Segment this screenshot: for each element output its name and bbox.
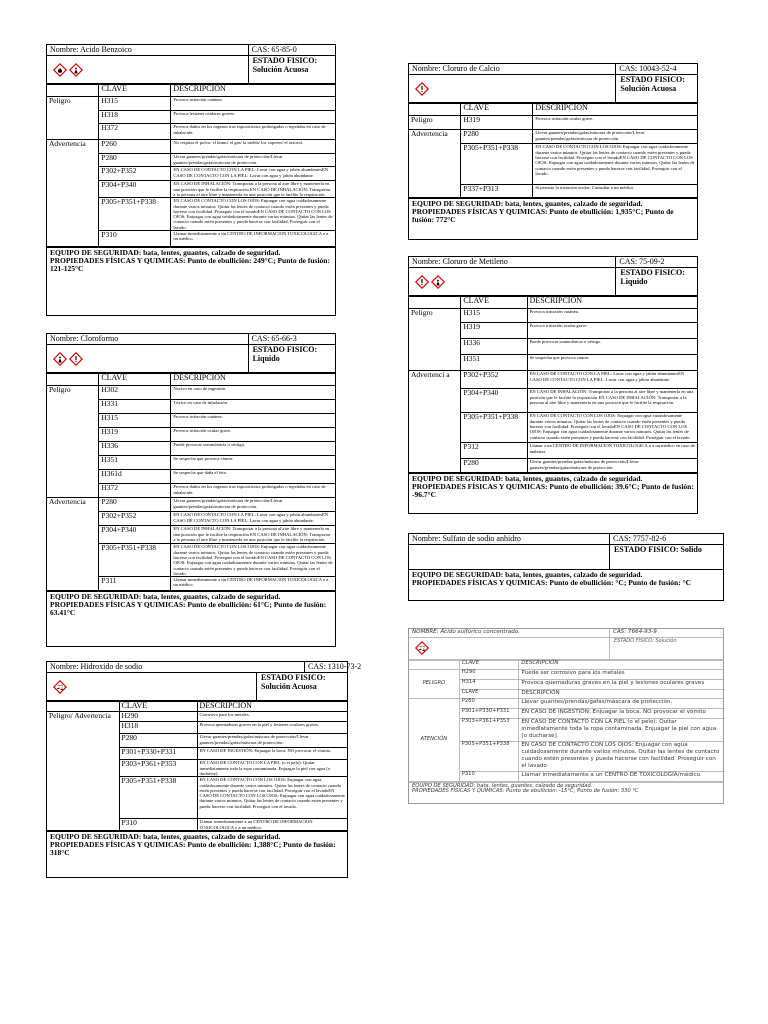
hazard-code: P301+P330+P331 <box>119 748 197 760</box>
pictogram-row <box>409 268 697 296</box>
hazard-code: H351 <box>461 355 527 371</box>
hazard-description: Provoca irritación cutánea. <box>527 309 697 323</box>
chemical-name: Nombre: Cloroformo <box>47 334 249 344</box>
physical-properties: PROPIEDADES FÍSICAS Y QUIMICAS: Punto de ebullición: 61°C; Punto de fusión: 63.41°C <box>50 599 327 617</box>
chemical-name: Nombre: Sulfato de sodio anhidro <box>409 534 610 544</box>
exclamation-icon <box>415 82 429 96</box>
card-acido-sulfurico <box>408 628 724 804</box>
card-header <box>409 534 723 545</box>
table-header-row <box>47 85 335 97</box>
hazard-description: EN CASO DE CONTACTO CON LOS OJOS: Enjuagar con agua cuidadosamente durante varios minutos. Quitar las lentes de contacto cuando estén presentes y pueda hacerse con facilidad. Proseguir con el lavadoEN CASO DE CONTACTO CON LOS OJOS: Enjuagar con agua cuidadosamente durante varios minutos. Quitar las lentes de contacto cuando estén presentes y pueda hacerse con facilidad. Proseguir con el lavado. <box>527 413 697 443</box>
corrosion-icon <box>415 641 429 655</box>
flame-icon <box>53 63 67 77</box>
hazard-description: EN CASO DE INGESTIÓN: Enjuagar la boca. NO provocar el vómito. <box>197 748 347 760</box>
hazard-description: Puede provocar somnolencia o vértigo. <box>527 339 697 355</box>
hazard-code: P304+P340 <box>99 181 171 198</box>
hazard-description: Provoca irritación cutánea. <box>171 414 335 428</box>
level-header <box>409 660 459 669</box>
code-header: CLAVE <box>461 104 533 116</box>
hazard-description: Provoca irritación ocular grave. <box>533 116 697 130</box>
table-row <box>409 309 697 323</box>
cas-number: CAS: 65-66-3 <box>251 334 297 343</box>
hazard-code: P280 <box>99 154 171 167</box>
card-header <box>47 45 335 56</box>
physical-properties: PROPIEDADES FÍSICAS Y QUIMICAS: Punto de ebullición: °C; Punto de fusión: °C <box>412 578 692 588</box>
physical-state: ESTADO FISICO: Solución Acuosa <box>620 75 685 94</box>
physical-state: ESTADO FISICO: Solido <box>613 545 702 555</box>
hazard-code: P337+P313 <box>461 185 533 198</box>
card-footer <box>409 198 697 225</box>
pictograms <box>409 638 610 659</box>
hazard-level: Peligro <box>409 116 461 130</box>
card-header <box>409 257 697 268</box>
pictograms <box>47 345 249 372</box>
chemical-name: Nombre: Cloruro de Calcio <box>409 64 616 74</box>
code-header: CLAVE <box>461 297 527 309</box>
table-row <box>47 140 335 154</box>
hazard-code: P312 <box>461 443 527 459</box>
hazard-code: H336 <box>99 442 171 456</box>
hazard-code: P305+P351+P338 <box>461 144 533 185</box>
hazard-level: Peligro <box>47 97 99 140</box>
pictogram-row <box>409 75 697 103</box>
hazard-description: Llevar guantes/prendas/gafas/máscara de protección/Llevar guantes/prendas/gafas/máscara de protección. <box>197 734 347 748</box>
table-row <box>409 371 697 389</box>
hazard-description: Llevar guantes/prendas/gafas/máscara de protección/Llevar guantes/prendas/gafas/máscara de protección. <box>171 154 335 167</box>
card-cloruro-de-calcio <box>408 63 698 240</box>
hazard-description: Corrosivo para los metales. <box>197 712 347 722</box>
hazard-code: H336 <box>461 339 527 355</box>
hazard-description: Puede ser corrosivo para los metales <box>519 669 723 679</box>
hazard-level: Advertencia <box>47 498 99 591</box>
hazard-code: P305+P351+P338 <box>99 544 171 577</box>
hazard-code: H315 <box>99 414 171 428</box>
card-header <box>409 64 697 75</box>
table-header-row <box>409 104 697 116</box>
hazard-code: H361d <box>99 470 171 484</box>
table-row <box>47 97 335 111</box>
hazard-level: Peligro/ Advertencia <box>47 712 119 830</box>
hazard-level: Advertencia <box>47 140 99 247</box>
card-cloroformo <box>46 333 336 647</box>
description-header: DESCRIPCION <box>533 104 697 116</box>
hazard-description: Si persiste la irritación ocular: Consultar a un médico. <box>533 185 697 198</box>
table-header-row <box>47 374 335 386</box>
card-sulfato-de-sodio <box>408 533 724 601</box>
hazard-description: Llamar a un CENTRO DE INFORMACION TOXICOLOGICA o a un médico en caso de malestar. <box>527 443 697 459</box>
hazard-description: EN CASO DE INHALACIÓN: Transportar a la persona al aire libre y mantenerla en una posición que le facilite la respiración EN CASO DE INHALACIÓN: Transportar a la persona al aire libre y mantenerla en una posición que le facilite la respiración. <box>171 526 335 544</box>
hazard-table <box>409 296 697 473</box>
hazard-code: H372 <box>99 484 171 498</box>
hazard-code: P311 <box>99 577 171 591</box>
hazard-table <box>409 660 723 782</box>
table-row <box>409 698 723 708</box>
hazard-description: Nocivo en caso de ingestión. <box>171 386 335 400</box>
pictograms <box>47 56 249 83</box>
hazard-level: Peligro <box>409 309 461 371</box>
hazard-table <box>409 103 697 198</box>
safety-equipment: EQUIPO DE SEGURIDAD: bata, lentes, guantes, calzado de seguridad. <box>412 782 593 789</box>
description-header: DESCRIPCION <box>527 297 697 309</box>
physical-properties: PROPIEDADES FÍSICAS Y QUIMICAS: Punto de ebullición: 249°C; Punto de fusión: 121-125°C <box>50 255 330 273</box>
hazard-code: H314 <box>459 679 519 689</box>
code-header: CLAVE <box>119 702 197 712</box>
card-footer <box>409 782 723 796</box>
hazard-description: Provoca daños en los órganos tras exposiciones prolongadas o repetidas en caso de inhalación. <box>171 124 335 140</box>
hazard-level: Advertenci a <box>409 371 461 473</box>
hazard-code: H318 <box>119 722 197 734</box>
table-row <box>47 712 347 722</box>
hazard-code: P310 <box>119 819 197 831</box>
health-hazard-icon <box>431 275 445 289</box>
pictograms <box>409 75 616 102</box>
card-hidroxido-de-sodio <box>46 661 362 878</box>
physical-state: ESTADO FISICO: Solución <box>613 637 677 644</box>
pictograms <box>409 545 610 569</box>
level-header <box>47 702 119 712</box>
cas-number: CAS: 65-85-0 <box>251 45 297 54</box>
safety-equipment: EQUIPO DE SEGURIDAD: bata, lentes, guantes, calzado de seguridad. <box>412 570 643 580</box>
hazard-description: Llevar guantes/prendas/gafas/máscara de protección/Llevar guantes/prendas/gafas/máscara de protección. <box>171 498 335 512</box>
hazard-description: EN CASO DE CONTACTO CON LA PIEL (o el pelo): Quitar inmediatamente toda la ropa contaminada. Enjuagar la piel con agua [o ducharse]. <box>197 760 347 777</box>
hazard-description: Provoca quemaduras graves en la piel y lesiones oculares graves <box>519 679 723 689</box>
safety-equipment: EQUIPO DE SEGURIDAD: bata, lentes, guantes, calzado de seguridad. <box>50 831 281 841</box>
hazard-description: No respirar el polvo/ el humo/ el gas/ la niebla/ los vapores/ el aerosol. <box>171 140 335 154</box>
hazard-description: EN CASO DE CONTACTO CON LA PIEL: Lavar con agua y jabón abundantesEN CASO DE CONTACTO CON LA PIEL: Lavar con agua y jabón abundante. <box>171 167 335 181</box>
hazard-code: H319 <box>99 428 171 442</box>
hazard-level: PELIGRO <box>409 669 459 698</box>
card-footer <box>47 591 335 618</box>
hazard-description: Provoca irritación ocular grave. <box>171 428 335 442</box>
hazard-code: CLAVE <box>459 689 519 698</box>
hazard-code: H351 <box>99 456 171 470</box>
hazard-code: H319 <box>461 116 533 130</box>
physical-state: ESTADO FISICO: Solución Acuosa <box>252 56 318 75</box>
hazard-code: P280 <box>459 698 519 708</box>
cas-number: CAS: 7664-93-9 <box>612 629 657 635</box>
hazard-code: P280 <box>99 498 171 512</box>
physical-properties: PROPIEDADES FÍSICAS Y QUIMICAS: Punto de ebullición: 1,935°C; Punto de fusión: 772°C <box>412 207 674 225</box>
card-footer <box>47 831 347 858</box>
hazard-description: Provoca daños en los órganos tras exposiciones prolongadas o repetidas en caso de inhalación. <box>171 484 335 498</box>
chemical-name: NOMBRE: Ácido sulfúrico concentrado. <box>409 629 610 637</box>
hazard-description: EN CASO DE INHALACIÓN: Transportar a la persona al aire libre y mantenerla en una posición que le facilite la respiración EN CASO DE INHALACIÓN: Transportar a la persona al aire libre y mantenerla en una posición que le facilite la respiración. <box>171 181 335 198</box>
card-header <box>47 662 362 673</box>
physical-properties: PROPIEDADES FÍSICAS Y QUIMICAS: Punto de ebullición: 39.6°C; Punto de fusión: -96.7°C <box>412 482 694 500</box>
hazard-code: P305+P351+P338 <box>459 741 519 771</box>
hazard-code: P301+P330+P331 <box>459 708 519 718</box>
code-header: CLAVE <box>459 660 519 669</box>
hazard-description: Llamar inmediatamente a un CENTRO DE INFORMACION TOXICOLOGICA o a un médico. <box>197 819 347 831</box>
description-header: DESCRIPCION <box>171 374 335 386</box>
health-hazard-icon <box>53 352 67 366</box>
pictograms <box>47 673 257 700</box>
level-header <box>409 104 461 116</box>
hazard-description: Puede provocar somnolencia o vértigo. <box>171 442 335 456</box>
cas-number: CAS: 75-09-2 <box>619 257 665 266</box>
table-row <box>47 386 335 400</box>
hazard-description: EN CASO DE CONTACTO CON LA PIEL (o el pelo): Quitar inmediatamente toda la ropa contaminada. Enjuagar la piel con agua [o ducharse]. <box>519 718 723 741</box>
card-acido-benzoico <box>46 44 336 316</box>
physical-properties: PROPIEDADES FÍSICAS Y QUÍMICAS: Punto de ebullición: -15°C; Punto de fusión: 330 °C <box>412 788 639 795</box>
hazard-description: Provoca irritación ocular grave. <box>527 323 697 339</box>
hazard-code: H319 <box>461 323 527 339</box>
hazard-description: DESCRIPCIÓN <box>519 689 723 698</box>
hazard-description: Se sospecha que provoca cáncer. <box>171 456 335 470</box>
hazard-level: Advertencia <box>409 130 461 198</box>
pictogram-row <box>409 638 723 660</box>
chemical-name: Nombre: Acido Benzoico <box>47 45 249 55</box>
hazard-level: ATENCIÓN <box>409 698 459 781</box>
hazard-description: Provoca irritación cutánea. <box>171 97 335 111</box>
hazard-description: Llevar guantes/prendas/gafas/máscara de protección/Llevar guantes/prendas/gafas/máscara de protección. <box>533 130 697 144</box>
hazard-description: EN CASO DE CONTACTO CON LOS OJOS: Enjuagar con agua cuidadosamente durante varios minutos. Quitar las lentes de contacto cuando estén presentes y pueda hacerse con facilidad. Proseguir con el lavadoEN CASO DE CONTACTO CON LOS OJOS: Enjuagar con agua cuidadosamente durante varios minutos. Quitar las lentes de contacto cuando estén presentes y pueda hacerse con facilidad. Proseguir con el lavado. <box>171 544 335 577</box>
physical-state: ESTADO FISICO: Liquido <box>252 345 318 364</box>
pictogram-row <box>47 345 335 373</box>
chemical-name: Nombre: Cloruro de Metileno <box>409 257 616 267</box>
hazard-code: H372 <box>99 124 171 140</box>
code-header: CLAVE <box>99 85 171 97</box>
table-row <box>409 669 723 679</box>
table-row <box>409 130 697 144</box>
level-header <box>409 297 461 309</box>
hazard-code: P310 <box>459 771 519 781</box>
hazard-description: EN CASO DE CONTACTO CON LOS OJOS: Enjuagar con agua cuidadosamente durante varios minutos. Quitar las lentes de contacto cuando estén presentes y pueda hacerse con facilidad. Proseguir con el lavado <box>519 741 723 771</box>
pictogram-row <box>47 673 347 701</box>
physical-state: ESTADO FISICO: Solución Acuosa <box>261 673 326 692</box>
hazard-code: P302+P352 <box>461 371 527 389</box>
hazard-code: P303+P361+P353 <box>119 760 197 777</box>
hazard-code: P302+P352 <box>99 512 171 526</box>
table-header-row <box>409 297 697 309</box>
hazard-description: EN CASO DE CONTACTO CON LOS OJOS: Enjuagar con agua cuidadosamente durante varios minutos. Quitar las lentes de contacto cuando estén presentes y pueda hacerse con facilidad. Proseguir con el lavadoEN CASO DE CONTACTO CON LOS OJOS: Enjuagar con agua cuidadosamente durante varios minutos. Quitar las lentes de contacto cuando estén presentes y pueda hacerse con facilidad. Proseguir con el lavado. <box>533 144 697 185</box>
hazard-code: P260 <box>99 140 171 154</box>
pictograms <box>409 268 616 295</box>
safety-equipment: EQUIPO DE SEGURIDAD: bata, lentes, guantes, calzado de seguridad. <box>412 199 643 209</box>
pictogram-row <box>47 56 335 84</box>
hazard-description: Llamar inmediatamente a un CENTRO DE INFORMACION TOXICOLOGICA o a un médico. <box>171 230 335 246</box>
safety-equipment: EQUIPO DE SEGURIDAD: bata, lentes, guantes, calzado de seguridad. <box>50 592 281 602</box>
hazard-description: Llamar inmediatamente a un CENTRO DE INFORMACION TOXICOLOGICA o a un médico. <box>171 577 335 591</box>
hazard-code: H315 <box>99 97 171 111</box>
code-header: CLAVE <box>99 374 171 386</box>
hazard-description: EN CASO DE CONTACTO CON LA PIEL: Lavar con agua y jabón abundantesEN CASO DE CONTACTO CON LA PIEL: Lavar con agua y jabón abundante. <box>171 512 335 526</box>
hazard-table <box>47 84 335 247</box>
card-footer <box>409 473 697 500</box>
hazard-description: EN CASO DE CONTACTO CON LOS OJOS: Enjuagar con agua cuidadosamente durante varios minutos. Quitar las lentes de contacto cuando estén presentes y pueda hacerse con facilidad. Proseguir con el lavadoEN CASO DE CONTACTO CON LOS OJOS: Enjuagar con agua cuidadosamente durante varios minutos. Quitar las lentes de contacto cuando estén presentes y pueda hacerse con facilidad. Proseguir con el lavado. <box>197 777 347 819</box>
hazard-table <box>47 373 335 591</box>
table-row <box>409 116 697 130</box>
safety-equipment: EQUIPO DE SEGURIDAD: bata, lentes, guantes, calzado de seguridad. <box>50 247 281 257</box>
hazard-table <box>47 701 347 830</box>
hazard-description: Provoca lesiones oculares graves. <box>171 111 335 124</box>
card-header <box>409 629 723 638</box>
hazard-code: P310 <box>99 230 171 246</box>
hazard-code: H318 <box>99 111 171 124</box>
physical-state: ESTADO FISICO: Liquido <box>620 268 685 287</box>
table-header-row <box>409 660 723 669</box>
hazard-code: P305+P351+P338 <box>119 777 197 819</box>
hazard-description: EN CASO DE CONTACTO CON LOS OJOS: Enjuagar con agua cuidadosamente durante varios minutos. Quitar las lentes de contacto cuando estén presentes y pueda hacerse con facilidad. Proseguir con el lavadoEN CASO DE CONTACTO CON LOS OJOS: Enjuagar con agua cuidadosamente durante varios minutos. Quitar las lentes de contacto cuando estén presentes y pueda hacerse con facilidad. Proseguir con el lavado. <box>171 198 335 231</box>
hazard-code: P302+P352 <box>99 167 171 181</box>
level-header <box>47 374 99 386</box>
hazard-description: Se sospecha que provoca cáncer. <box>527 355 697 371</box>
hazard-code: P280 <box>461 130 533 144</box>
hazard-code: P304+P340 <box>99 526 171 544</box>
hazard-description: EN CASO DE CONTACTO CON LA PIEL: Lavar con agua y jabón abundantesEN CASO DE CONTACTO CON LA PIEL: Lavar con agua y jabón abundante. <box>527 371 697 389</box>
hazard-description: Tóxico en caso de inhalación. <box>171 400 335 414</box>
hazard-code: P280 <box>461 459 527 473</box>
card-cloruro-de-metileno <box>408 256 698 514</box>
card-footer <box>47 247 335 274</box>
exclamation-icon <box>69 352 83 366</box>
hazard-description: Se sospecha que daña el feto. <box>171 470 335 484</box>
health-hazard-icon <box>69 63 83 77</box>
description-header: DESCRIPCION <box>171 85 335 97</box>
hazard-code: H290 <box>459 669 519 679</box>
hazard-description: Provoca quemaduras graves en la piel y lesiones oculares graves. <box>197 722 347 734</box>
level-header <box>47 85 99 97</box>
table-header-row <box>47 702 347 712</box>
hazard-description: Llamar inmediatamente a un CENTRO DE TOXICOLOGÍA/médico. <box>519 771 723 781</box>
hazard-code: H315 <box>461 309 527 323</box>
cas-number: CAS: 7757-82-6 <box>612 534 667 543</box>
hazard-code: P304+P340 <box>461 389 527 413</box>
pictogram-row <box>409 545 723 570</box>
cas-number: CAS: 1310-73-2 <box>308 662 362 671</box>
hazard-description: Llevar guantes/prendas/gafas/máscara de protección/Llevar guantes/prendas/gafas/máscara de protección. <box>527 459 697 473</box>
description-header: DESCRIPCIÓN <box>519 660 723 669</box>
hazard-description: Llevar guantes/prendas/gafas/máscara de protección. <box>519 698 723 708</box>
hazard-code: P305+P351+P338 <box>461 413 527 443</box>
description-header: DESCRIPCION <box>197 702 347 712</box>
hazard-code: H290 <box>119 712 197 722</box>
card-header <box>47 334 335 345</box>
card-footer <box>409 570 723 588</box>
hazard-code: H302 <box>99 386 171 400</box>
cas-number: CAS: 10043-52-4 <box>619 64 677 73</box>
chemical-name: Nombre: Hidroxido de sodio <box>47 662 305 672</box>
exclamation-icon <box>415 275 429 289</box>
hazard-code: P305+P351+P338 <box>99 198 171 231</box>
table-row <box>47 498 335 512</box>
hazard-description: EN CASO DE INGESTIÓN: Enjuagar la boca. NO provocar el vómito <box>519 708 723 718</box>
safety-equipment: EQUIPO DE SEGURIDAD: bata, lentes, guantes, calzado de seguridad. <box>412 474 643 484</box>
hazard-code: P280 <box>119 734 197 748</box>
hazard-description: EN CASO DE INHALACIÓN: Transportar a la persona al aire libre y mantenerla en una posición que le facilite la respiración EN CASO DE INHALACIÓN: Transportar a la persona al aire libre y mantenerla en una posición que le facilite la respiración. <box>527 389 697 413</box>
hazard-level: Peligro <box>47 386 99 498</box>
hazard-code: P303+P361+P353 <box>459 718 519 741</box>
corrosion-icon <box>53 680 67 694</box>
hazard-code: H331 <box>99 400 171 414</box>
physical-properties: PROPIEDADES FÍSICAS Y QUIMICAS: Punto de ebullición: 1,388°C; Punto de fusión: 318°C <box>50 839 336 857</box>
